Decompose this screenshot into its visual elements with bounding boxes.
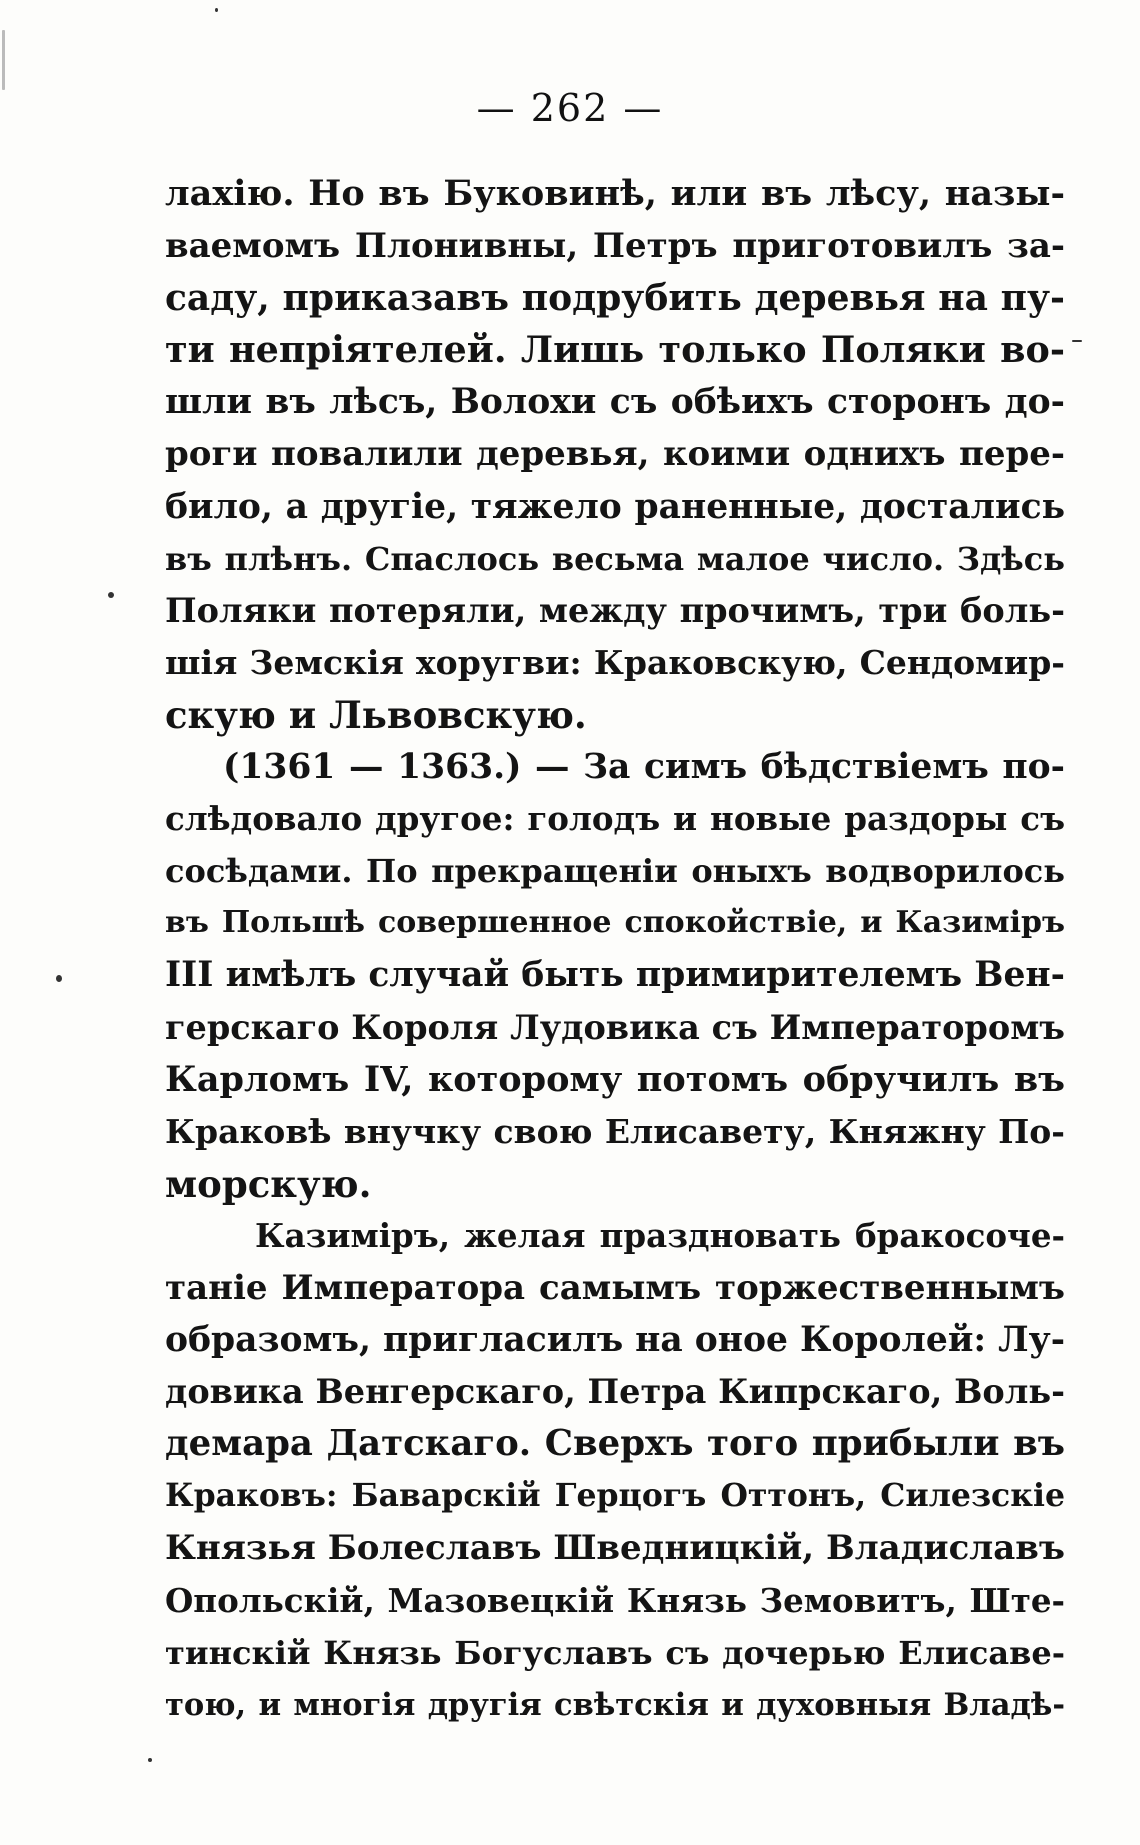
text-line: довика Венгерскаго, Петра Кипрскаго, Воль- [165,1372,1065,1412]
paragraph-3 [165,1210,1065,1731]
text-line: сосѣдами. По прекращеніи оныхъ водворилось [165,852,1065,891]
text-line: скую и Львовскую. [165,692,587,737]
text-line: Карломъ IV, которому потомъ обручилъ въ [165,1058,1065,1100]
text-line: морскую. [165,1161,372,1206]
text-line: тинскій Князь Богуславъ съ дочерью Елисаве- [165,1633,1065,1672]
text-line: Поляки потеряли, между прочимъ, три боль- [165,590,1065,630]
text-line: въ Польшѣ совершенное спокойствіе, и Казиміръ [165,905,1065,941]
scan-speck [2,30,5,90]
text-line: било, а другіе, тяжело раненные, достались [165,486,1065,527]
text-line: таніе Императора самымъ торжественнымъ [165,1267,1065,1308]
paragraph-1 [165,168,1065,741]
page-text [165,168,1065,1731]
scan-speck [56,975,62,982]
text-line: Князья Болеславъ Шведницкій, Владиславъ [165,1528,1065,1569]
text-line: лахію. Но въ Буковинѣ, или въ лѣсу, назы- [165,173,1065,214]
text-line: Краковѣ внучку свою Елисавету, Княжну По- [165,1111,1065,1151]
text-line: въ плѣнъ. Спаслось весьма малое число. Здѣсь [165,539,1065,578]
text-line: III имѣлъ случай быть примирителемъ Вен- [165,955,1065,996]
text-line: образомъ, пригласилъ на оное Королей: Лу- [165,1320,1065,1361]
paragraph-2 [165,741,1065,1210]
text-line: (1361 — 1363.) — За симъ бѣдствіемъ по- [223,747,1065,788]
scan-speck [1072,340,1082,342]
page-number: — 262 — [476,86,664,130]
text-line: роги повалили деревья, коими однихъ пере- [165,434,1065,475]
text-line: Казиміръ, желая праздновать бракосоче- [255,1215,1065,1255]
text-line: шли въ лѣсъ, Волохи съ обѣихъ сторонъ до- [165,382,1065,423]
scan-speck [215,8,218,12]
text-line: герскаго Короля Лудовика съ Императоромъ [165,1007,1065,1047]
text-line: Опольскій, Мазовецкій Князь Земовитъ, Ште- [165,1580,1065,1620]
text-line: ти непріятелей. Лишь только Поляки во- [165,328,1065,372]
scan-speck [148,1758,152,1762]
text-line: демара Датскаго. Сверхъ того прибыли въ [165,1423,1065,1465]
text-line: Краковъ: Баварскій Герцогъ Оттонъ, Силезскіе [165,1477,1065,1515]
scan-speck [108,592,114,598]
text-line: саду, приказавъ подрубить деревья на пу- [165,277,1065,320]
text-line: ваемомъ Плонивны, Петръ приготовилъ за- [165,226,1065,267]
text-line: слѣдовало другое: голодъ и новые раздоры съ [165,799,1065,839]
text-line: шія Земскія хоругви: Краковскую, Сендомир- [165,642,1065,682]
text-line: тою, и многія другія свѣтскія и духовныя Владѣ- [165,1686,1065,1723]
